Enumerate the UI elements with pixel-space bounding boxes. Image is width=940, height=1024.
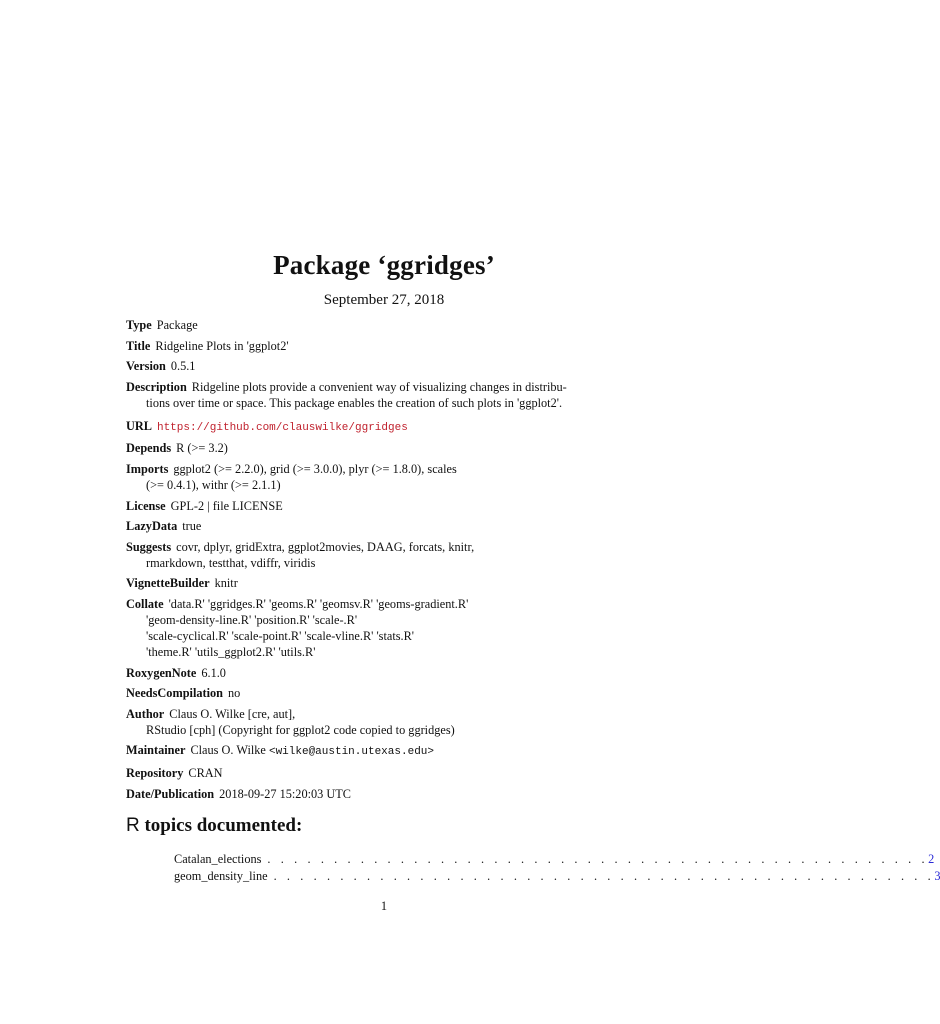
field-value: Package [156,318,198,332]
field-key: Depends [126,441,172,456]
field-key: RoxygenNote [126,665,197,680]
description-fields [126,317,596,806]
toc-page-link[interactable]: 3 [934,869,940,883]
field-lazydata [126,518,596,534]
field-value-continued: rmarkdown, testthat, vdiffr, viridis [146,555,316,570]
field-key: Repository [126,765,184,780]
field-value: covr, dplyr, gridExtra, ggplot2movies, DAAG, forcats, knitr, [176,539,475,554]
field-value-continued: 'theme.R' 'utils_ggplot2.R' 'utils.R' [146,644,316,659]
field-description [126,379,596,411]
field-key: Maintainer [126,743,186,758]
toc-entry-name[interactable]: Catalan_elections [174,852,262,866]
field-value: 2018-09-27 15:20:03 UTC [219,786,351,801]
field-key: Suggests [126,539,172,554]
maintainer-email: <wilke@austin.utexas.edu> [268,746,434,759]
field-key: LazyData [126,519,178,534]
field-value-continued: 'geom-density-line.R' 'position.R' 'scale-.R' [146,612,358,627]
field-key: NeedsCompilation [126,686,224,701]
field-datepublication [126,786,596,802]
field-value: 6.1.0 [201,665,226,680]
field-key: Description [126,379,187,394]
field-version [126,358,596,374]
field-value: Claus O. Wilke [cre, aut], [169,706,296,721]
page-number: 1 [380,899,388,913]
field-key: VignetteBuilder [126,576,210,591]
toc-page-link[interactable]: 2 [928,852,935,866]
field-url [126,418,596,436]
field-title [126,338,596,354]
field-key: Author [126,706,165,721]
field-depends [126,440,596,456]
field-value: true [182,519,202,534]
url-link[interactable]: https://github.com/clauswilke/ggridges [156,421,408,434]
field-value: ggplot2 (>= 2.2.0), grid (>= 3.0.0), plyr (>= 1.8.0), scales [173,461,457,476]
field-key: Type [126,318,152,332]
toc-leader-dots: . . . . . . . . . . . . . . . . . . . . . . . . . . . . . . . . . . . . . . . . . . . . . . . . . . [273,869,935,883]
field-vignettebuilder [126,575,596,591]
field-value: 0.5.1 [170,359,196,374]
toc-entry-name[interactable]: geom_density_line [174,869,268,883]
field-key: Collate [126,596,164,611]
toc-leader-dots: . . . . . . . . . . . . . . . . . . . . . . . . . . . . . . . . . . . . . . . . . . . . . . . . . . [267,852,929,866]
field-suggests [126,539,596,571]
package-title: Package ‘ggridges’ [273,250,495,280]
toc-entry[interactable] [174,851,935,868]
field-value-continued: (>= 0.4.1), withr (>= 2.1.1) [146,477,281,492]
field-value: R (>= 3.2) [176,441,228,456]
toc-entry[interactable] [174,868,940,885]
field-imports [126,461,596,493]
field-needscompilation [126,685,596,701]
field-key: Title [126,338,151,353]
field-value: knitr [214,576,238,591]
field-value: Ridgeline Plots in 'ggplot2' [155,338,289,353]
topics-heading [126,815,302,837]
field-value-continued: tions over time or space. This package enables the creation of such plots in 'ggplot2'. [146,395,563,410]
package-date: September 27, 2018 [323,292,445,308]
field-repository [126,765,596,781]
field-value-continued: 'scale-cyclical.R' 'scale-point.R' 'scale-vline.R' 'stats.R' [146,628,415,643]
field-license [126,498,596,514]
field-key: Version [126,359,166,374]
r-logo-letter: R [126,815,140,836]
field-key: Imports [126,461,169,476]
field-author [126,706,596,738]
field-value: no [228,686,241,701]
field-value: GPL-2 | file LICENSE [170,498,283,513]
field-key: Date/Publication [126,786,215,801]
table-of-contents [174,851,940,885]
field-value: Ridgeline plots provide a convenient way of visualizing changes in distribu- [191,379,567,394]
field-collate [126,596,596,660]
field-value-continued: RStudio [cph] (Copyright for ggplot2 code copied to ggridges) [146,722,455,737]
field-value: CRAN [188,765,223,780]
field-key: License [126,498,166,513]
topics-heading-text: topics documented: [139,815,303,836]
field-roxygennote [126,665,596,681]
field-maintainer [126,742,596,760]
maintainer-name: Claus O. Wilke [190,743,266,758]
field-type [126,317,596,333]
field-value: 'data.R' 'ggridges.R' 'geoms.R' 'geomsv.R' 'geoms-gradient.R' [168,596,469,611]
field-key: URL [126,418,152,433]
